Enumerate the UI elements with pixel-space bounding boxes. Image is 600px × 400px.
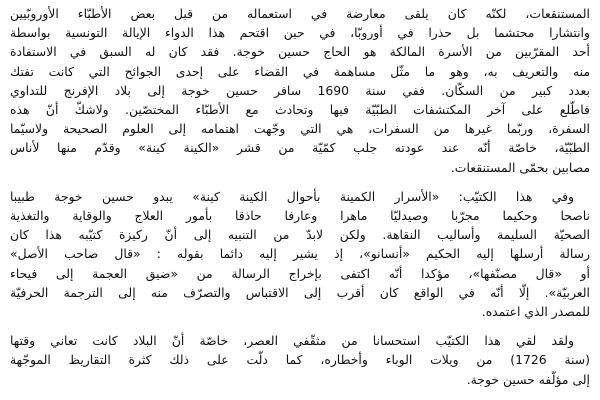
text-line: السفرة، وربّما غيرها من السفرات، هي التي وجّهت اهتمامه إلى العلوم الصحيحة ولاسيّما	[10, 121, 590, 137]
text-line: أو «قال مصنّفها»، مؤكدا أنّه اكتفى بإخراج الرسالة من «ضيق العجمة إلى فيحاء	[10, 265, 590, 281]
paragraph-spacer	[10, 321, 590, 331]
text-line: ناصحا وحكيما مجرّبا وصيدليّا ماهرا وعارفا حاذقا بأمور العلاج والوقاية والتغذية	[10, 208, 590, 224]
text-line: رسالة أرسلها إليه الحكيم «أنسانو»، إذ يشير إليه دائما بقوله : «قال صاحب الأصل»	[10, 246, 590, 262]
text-line: (سنة 1726) من ويلات الوباء وأخطاره، كما دلّت على ذلك كثرة التقاريظ الموجّهة	[10, 352, 590, 368]
text-line: الصحيّة السليمة وأساليب النقاهة. ولكن لابدّ من التنبيه إلى أنّ ركيزة كتيّبه هذا كان	[10, 227, 590, 243]
text-line: للمصدر الذي اعتمده.	[481, 304, 590, 320]
text-line: العربيّة». إلّا أنّه في الواقع كان أقرب إلى الاقتباس والتصرّف منه إلى الترجمة الحرفيّة	[10, 284, 590, 300]
text-line: بعدد كبير من السكّان. ففي سنة 1690 سافر حسين خوجة إلى بلاد الإفرنج للتداوي	[10, 82, 590, 98]
text-line: ولقد لقي هذا الكتيّب استحسانا من مثقّفي العصر، خاصّة أنّ البلاد كانت تعاني وقتها	[10, 333, 574, 349]
text-line: المستنقعات، لكنّه كان يلقى معارضة في استعماله من قبل بعض الأطبّاء الأوروبّيين	[10, 6, 590, 21]
text-line: وفي هذا الكتيّب: «الأسرار الكمينة بأحوال الكينة كينة» يبدو حسين خوجة طبيبا	[10, 188, 574, 204]
paragraph-2	[10, 187, 590, 321]
paragraph-1	[10, 4, 590, 177]
text-line: أحد المقرّبين من الأسرة المالكة هو الحاج حسين خوجة. فقد كان له السبق في الاستفادة	[10, 44, 590, 60]
text-line: وانتشارا محتشما بل حذرا في أوروبّا، في حين اقتحم هذا الدواء الإيالة التونسية بواسطة	[10, 25, 590, 41]
paragraph-spacer	[10, 177, 590, 187]
paragraph-3	[10, 331, 590, 389]
text-line: إلى مؤلّفه حسين خوجة.	[466, 371, 590, 387]
text-line: فاطّلع على آخر المكتشفات الطبّيّة فيها وتحادث مع الأطبّاء المختصّين. ولاشكّ أنّ هذه	[10, 102, 590, 118]
text-line: مصابين بحمّى المستنقعات.	[450, 159, 590, 175]
text-line: منه والتعريف به، وهو ما مثّل مساهمة في القضاء على إحدى الجوائح التي كانت تفتك	[10, 63, 590, 79]
text-line: الطبّيّة، خاصّة أنّه عند عودته جلب كمّيّة من قشر «الكينة كينة» وقدّم منها لأناس	[10, 140, 590, 156]
